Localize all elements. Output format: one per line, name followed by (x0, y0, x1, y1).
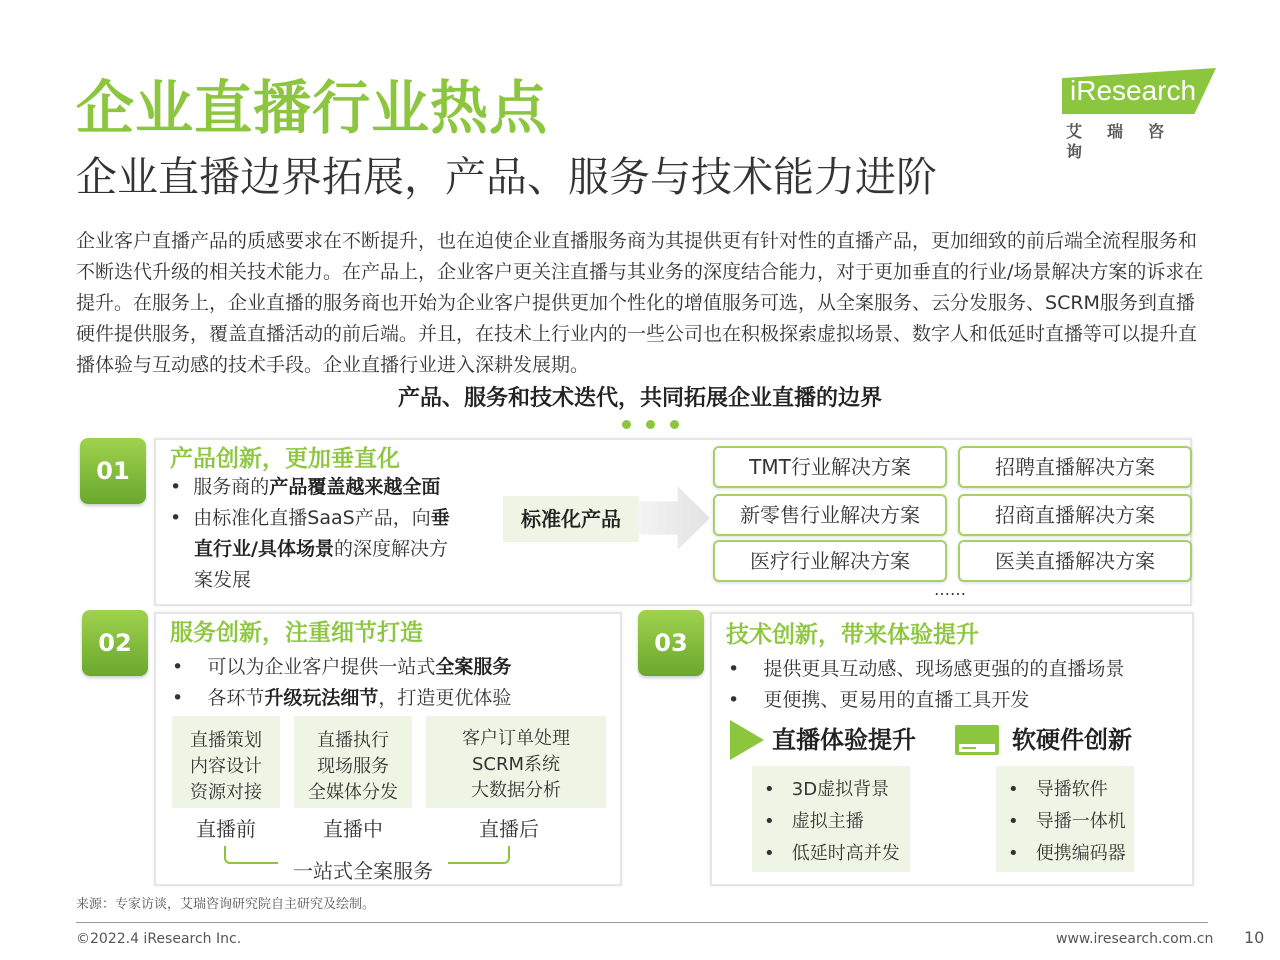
post-live-box (426, 716, 606, 808)
product-bullet-1: • 服务商的产品覆盖越来越全面 (170, 476, 441, 498)
tech-title: 技术创新，带来体验提升 (726, 622, 979, 648)
product-title: 产品创新，更加垂直化 (170, 446, 400, 472)
tech-bullet-1: • 提供更具互动感、现场感更强的的直播场景 (728, 658, 1125, 680)
hardware-item: • 导播软件 (1008, 779, 1108, 800)
hardware-item: • 便携编码器 (1008, 843, 1126, 864)
hardware-item: • 导播一体机 (1008, 811, 1126, 832)
pre-live-box (172, 716, 280, 808)
solution-aesthetic: 医美直播解决方案 (958, 540, 1192, 582)
pre-live-item: 内容设计 (190, 756, 262, 777)
hardware-box (996, 766, 1134, 872)
experience-box (752, 766, 910, 872)
page-title: 企业直播行业热点 (76, 74, 549, 142)
solution-retail: 新零售行业解决方案 (713, 494, 947, 536)
tech-bullet-2: • 更便携、更易用的直播工具开发 (728, 689, 1030, 711)
logo-chinese: 艾瑞咨询 (1066, 122, 1190, 161)
page-number: 10 (1244, 928, 1265, 947)
pre-live-item: 直播策划 (190, 730, 262, 751)
experience-item: • 虚拟主播 (764, 811, 864, 832)
stage-during: 直播中 (323, 817, 383, 841)
during-live-box (294, 716, 412, 808)
iresearch-logo (1056, 68, 1216, 161)
post-live-item: SCRM系统 (471, 754, 561, 775)
more-ellipsis: …… (934, 580, 966, 599)
stage-pre: 直播前 (196, 817, 256, 841)
product-bullet-2-cont: 直行业/具体场景的深度解决方 (194, 538, 448, 560)
service-bullet-2: • 各环节升级玩法细节，打造更优体验 (172, 687, 512, 709)
post-live-item: 客户订单处理 (462, 728, 570, 749)
experience-item: • 3D虚拟背景 (764, 779, 890, 800)
service-bullet-1: • 可以为企业客户提供一站式全案服务 (172, 656, 512, 678)
logo-text: iResearch (1070, 75, 1197, 106)
source-note: 来源：专家访谈，艾瑞咨询研究院自主研究及绘制。 (76, 897, 376, 912)
standard-product-box: 标准化产品 (503, 496, 639, 542)
product-bullet-2-tail: 案发展 (194, 569, 252, 591)
experience-item: • 低延时高并发 (764, 843, 900, 864)
tech-bullets (728, 654, 1188, 716)
during-live-item: 直播执行 (317, 730, 389, 751)
copyright: ©2022.4 iResearch Inc. (76, 931, 242, 947)
stage-post: 直播后 (479, 817, 539, 841)
pre-live-item: 资源对接 (190, 782, 262, 803)
onestop-label: 一站式全案服务 (278, 858, 448, 884)
section-title: 产品、服务和技术迭代，共同拓展企业直播的边界 (397, 386, 882, 411)
service-bullets (172, 652, 612, 714)
hardware-device-icon (954, 722, 1000, 758)
page-subtitle: 企业直播边界拓展，产品、服务与技术能力进阶 (76, 153, 937, 201)
dot (622, 420, 631, 429)
solution-recruit: 招聘直播解决方案 (958, 446, 1192, 488)
product-bullets (170, 472, 500, 596)
footer-divider (76, 922, 1208, 923)
solution-investment: 招商直播解决方案 (958, 494, 1192, 536)
experience-heading: 直播体验提升 (772, 726, 916, 754)
intro-paragraph: 企业客户直播产品的质感要求在不断提升，也在迫使企业直播服务商为其提供更有针对性的直播产品，更加细致的前后端全流程服务和不断迭代升级的相关技术能力。在产品上，企业客户更关注直播与其业务的深度结合能力，对于更加垂直的行业/场景解决方案的诉求在提升。在服务上，企业直播的服务商也开始为企业客户提供更加个性化的增值服务可选，从全案服务、云分发服务、SCRM服务到直播硬件提供服务，覆盖直播活动的前后端。并且，在技术上行业内的一些公司也在积极探索虚拟场景、数字人和低延时直播等可以提升直播体验与互动感的技术手段。企业直播行业进入深耕发展期。 (76, 230, 1204, 376)
dot-divider (622, 420, 682, 430)
badge-03: 03 (638, 610, 704, 676)
service-title: 服务创新，注重细节打造 (170, 620, 423, 646)
website-url[interactable]: www.iresearch.com.cn (1056, 931, 1214, 947)
badge-02: 02 (82, 610, 148, 676)
during-live-item: 全媒体分发 (308, 782, 398, 803)
hardware-heading: 软硬件创新 (1012, 726, 1132, 754)
product-bullet-2: • 由标准化直播SaaS产品，向垂 (170, 507, 450, 529)
solution-tmt: TMT行业解决方案 (713, 446, 947, 488)
dot (670, 420, 679, 429)
post-live-item: 大数据分析 (471, 780, 561, 801)
badge-01: 01 (80, 438, 146, 504)
solution-medical: 医疗行业解决方案 (713, 540, 947, 582)
during-live-item: 现场服务 (317, 756, 389, 777)
dot (646, 420, 655, 429)
